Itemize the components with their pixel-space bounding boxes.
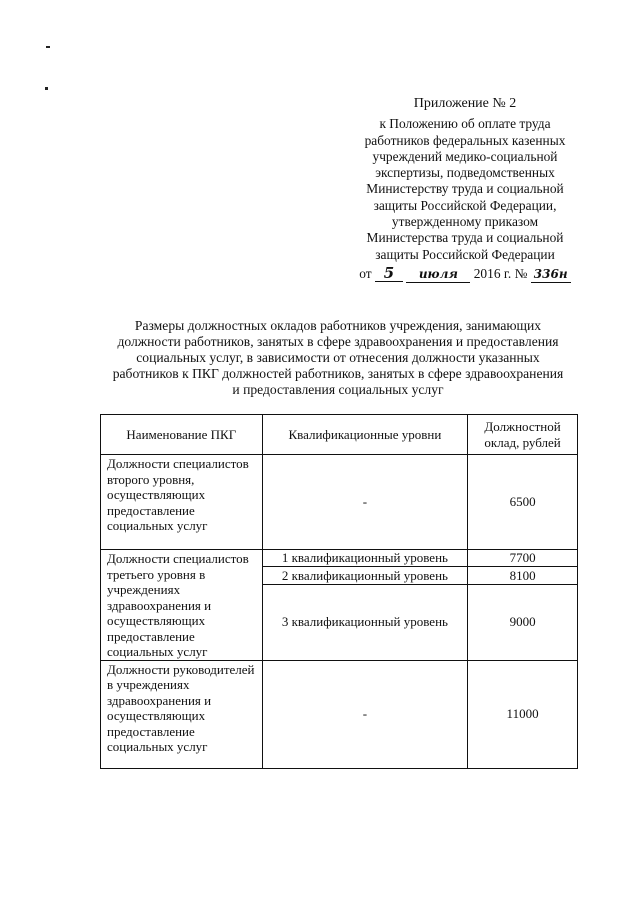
appendix-line: учреждений медико-социальной	[372, 148, 558, 164]
order-year: 2016 г.	[473, 265, 512, 281]
appendix-line: защиты Российской Федерации,	[373, 197, 557, 213]
appendix-block	[355, 96, 575, 283]
order-no-label: №	[514, 265, 528, 281]
order-month: июля	[406, 266, 470, 283]
appendix-line: к Положению об оплате труда	[379, 116, 551, 132]
salary-value: 6500	[468, 455, 578, 550]
salary-value: 11000	[468, 660, 578, 768]
table-row	[101, 550, 578, 567]
order-prefix: от	[359, 265, 372, 281]
pkg-name: Должности специалистов третьего уровня в учреждениях здравоохранения и осуществляющих предоставление социальных услуг	[101, 550, 263, 661]
appendix-title: Приложение № 2	[413, 96, 517, 111]
qualification-level: 2 квалификационный уровень	[262, 567, 467, 584]
order-number: 336н	[531, 266, 571, 283]
column-header-salary: Должностной оклад, рублей	[468, 415, 578, 455]
salary-value: 9000	[468, 584, 578, 660]
table-row	[101, 660, 578, 768]
order-line	[355, 265, 575, 283]
column-header-levels: Квалификационные уровни	[262, 415, 467, 455]
document-heading: Размеры должностных окладов работников учреждения, занимающих должности работников, занятых в сфере здравоохранения и предоставления социальных услуг, в зависимости от отнесения должности указанных работников к ПКГ должностей работников, занятых в сфере здравоохранения и предоставления социальных услуг	[112, 318, 564, 397]
table-row	[101, 455, 578, 550]
scan-mark-bottom	[45, 87, 48, 90]
appendix-line: работников федеральных казенных	[364, 132, 566, 148]
pkg-name: Должности руководителей в учреждениях здравоохранения и осуществляющих предоставление социальных услуг	[101, 660, 263, 768]
scan-mark-top	[46, 46, 50, 48]
appendix-line: защиты Российской Федерации	[375, 246, 555, 262]
salary-value: 7700	[468, 550, 578, 567]
appendix-line: Министерства труда и социальной	[366, 230, 564, 246]
salary-table	[100, 414, 578, 769]
order-day: 5	[375, 265, 403, 282]
appendix-line: экспертизы, подведомственных	[375, 165, 555, 181]
qualification-level: -	[262, 455, 467, 550]
appendix-line: утвержденному приказом	[391, 214, 539, 230]
qualification-level: -	[262, 660, 467, 768]
pkg-name: Должности специалистов второго уровня, осуществляющих предоставление социальных услуг	[101, 455, 263, 550]
appendix-line: Министерству труда и социальной	[366, 181, 564, 197]
qualification-level: 1 квалификационный уровень	[262, 550, 467, 567]
salary-value: 8100	[468, 567, 578, 584]
table-header-row	[101, 415, 578, 455]
column-header-pkg: Наименование ПКГ	[101, 415, 263, 455]
qualification-level: 3 квалификационный уровень	[262, 584, 467, 660]
